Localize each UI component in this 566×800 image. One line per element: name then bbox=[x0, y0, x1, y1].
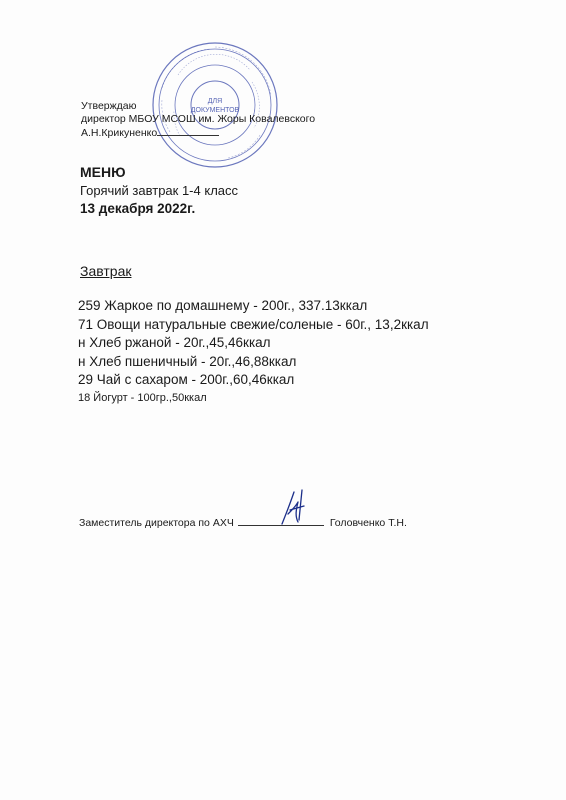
menu-subtitle: Горячий завтрак 1-4 класс bbox=[80, 183, 239, 198]
handwritten-signature bbox=[268, 484, 318, 530]
menu-item-list bbox=[78, 297, 429, 407]
menu-item: н Хлеб пшеничный - 20г.,46,88ккал bbox=[78, 353, 297, 369]
footer-signature-line bbox=[79, 515, 407, 530]
footer-name: Головченко Т.Н. bbox=[329, 517, 407, 529]
approval-title: Утверждаю bbox=[81, 100, 137, 112]
meal-heading: Завтрак bbox=[80, 263, 132, 279]
stamp-text-top: ДЛЯ bbox=[207, 98, 223, 105]
menu-date: 13 декабря 2022г. bbox=[80, 201, 196, 216]
approval-signer-name: А.Н.Крикуненко bbox=[81, 127, 158, 139]
menu-item: 259 Жаркое по домашнему - 200г., 337.13ккал bbox=[78, 298, 368, 313]
menu-item: 71 Овощи натуральные свежие/соленые - 60г., 13,2ккал bbox=[78, 316, 429, 332]
menu-item: 29 Чай с сахаром - 200г.,60,46ккал bbox=[78, 372, 295, 387]
stamp-text-bottom: ДОКУМЕНТОВ bbox=[190, 107, 240, 114]
approval-block bbox=[81, 100, 315, 140]
approval-position: директор МБОУ МСОШ им. Жоры Ковалевского bbox=[81, 113, 316, 125]
menu-item: 18 Йогурт - 100гр.,50ккал bbox=[78, 391, 207, 404]
approval-signer bbox=[81, 126, 315, 140]
footer-position: Заместитель директора по АХЧ bbox=[79, 517, 234, 529]
menu-item: н Хлеб ржаной - 20г.,45,46ккал bbox=[78, 335, 271, 350]
menu-title: МЕНЮ bbox=[80, 164, 126, 180]
approval-signature-line bbox=[157, 126, 219, 136]
